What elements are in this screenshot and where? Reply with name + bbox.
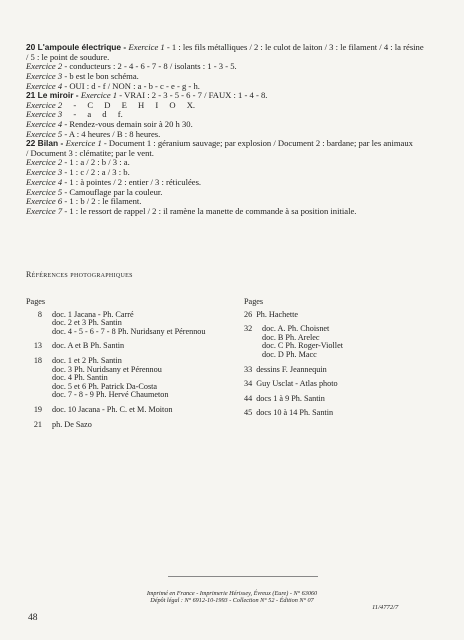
reference-page-number: 34	[244, 379, 253, 389]
exercise-text: - OUI : d - f / NON : a - b - c - e - g - h.	[62, 80, 200, 91]
exercise-text: - 1 : a / 2 : b / 3 : a.	[62, 157, 130, 168]
exercise-text: - a d f.	[62, 109, 123, 120]
section-heading: 20 L'ampoule électrique -	[26, 42, 129, 52]
imprint-line: Imprimé en France - Imprimerie Hérissey, Évreux (Eure) - N° 63060	[146, 590, 318, 597]
imprint-divider	[168, 576, 318, 577]
exercise-text: / Document 3 : clématite; par le vent.	[26, 147, 154, 158]
reference-credit: doc. 4 Ph. Santin	[52, 373, 108, 383]
reference-entry	[244, 366, 444, 375]
exercise-text: / 5 : le point de soudure.	[26, 51, 110, 62]
reference-entry	[26, 342, 226, 351]
reference-page-number: 19	[33, 404, 42, 414]
reference-entry	[244, 311, 444, 320]
exercise-text: - b est le bon schéma.	[62, 71, 139, 82]
reference-credit: doc. 3 Ph. Nuridsany et Pérennou	[52, 364, 162, 374]
exercise-text: - conducteurs : 2 - 4 - 6 - 7 - 8 / isolants : 1 - 3 - 5.	[62, 61, 237, 72]
references-left-column	[26, 298, 226, 435]
reference-credit: ph. De Sazo	[52, 419, 92, 429]
exercise-text: - 1 : c / 2 : a / 3 : b.	[62, 167, 130, 178]
reference-credit: Ph. Hachette	[256, 309, 299, 319]
reference-page-number: 21	[33, 419, 42, 429]
exercise-text: - C D E H I O X.	[62, 99, 196, 110]
exercise-label: Exercice 2	[26, 157, 63, 168]
reference-page-number: 18	[33, 355, 42, 365]
references-right-column	[244, 298, 444, 424]
reference-credit: docs 10 à 14 Ph. Santin	[256, 408, 334, 418]
reference-page-number: 8	[37, 309, 42, 319]
reference-page-number: 13	[33, 341, 42, 351]
reference-credit: docs 1 à 9 Ph. Santin	[256, 393, 325, 403]
reference-credit: doc. A. Ph. Choisnet	[262, 324, 330, 334]
exercise-label: Exercice 1	[65, 138, 102, 148]
legal-deposit-line: Dépôt légal : N° 6912-10-1993 - Collection N° 52 - Édition N° 07	[150, 597, 314, 604]
reference-credit: doc. A et B Ph. Santin	[52, 341, 125, 351]
page-number: 48	[28, 613, 38, 623]
reference-page-number: 33	[244, 364, 253, 374]
exercise-text: - 1 : le ressort de rappel / 2 : il ramène la manette de commande à sa position initiale.	[62, 205, 357, 216]
reference-credit: doc. 10 Jacana - Ph. C. et M. Moiton	[52, 404, 173, 414]
reference-entry	[26, 311, 226, 337]
reference-entry	[26, 406, 226, 415]
reference-entry	[244, 325, 444, 359]
section-heading: 22 Bilan -	[26, 138, 66, 148]
exercise-label: Exercice 5	[26, 128, 63, 139]
reference-credit: doc. 4 - 5 - 6 - 7 - 8 Ph. Nuridsany et Pérennou	[52, 326, 206, 336]
reference-entry	[244, 395, 444, 404]
reference-credit: doc. B Ph. Arelec	[262, 332, 320, 342]
exercise-label: Exercice 2	[26, 99, 63, 110]
reference-credit: doc. 1 et 2 Ph. Santin	[52, 355, 122, 365]
pages-label: Pages	[244, 297, 264, 306]
exercise-label: Exercice 4	[26, 80, 63, 91]
answer-section-20	[26, 43, 456, 92]
reference-credit: doc. C Ph. Roger-Viollet	[262, 341, 343, 351]
reference-entry	[244, 409, 444, 418]
reference-credit: doc. 2 et 3 Ph. Santin	[52, 318, 122, 328]
exercise-text: - 1 : les fils métalliques / 2 : le culot de laiton / 3 : le filament / 4 : la résine	[164, 42, 424, 52]
exercise-label: Exercice 1	[80, 90, 118, 100]
exercise-label: Exercice 3	[26, 71, 63, 82]
exercise-label: Exercice 3	[26, 167, 63, 178]
exercise-label: Exercice 6	[26, 196, 63, 207]
reference-credit: doc. 5 et 6 Ph. Patrick Da-Costa	[52, 381, 158, 391]
reference-credit: dessins F. Jeannequin	[256, 364, 327, 374]
exercise-text: - Rendez-vous demain soir à 20 h 30.	[62, 119, 193, 130]
answer-section-21	[26, 91, 456, 140]
exercise-label: Exercice 3	[26, 109, 63, 120]
reference-credit: doc. 7 - 8 - 9 Ph. Hervé Chaumeton	[52, 390, 169, 400]
reference-page-number: 45	[244, 408, 253, 418]
reference-page-number: 26	[244, 309, 253, 319]
references-title: Références photographiques	[26, 270, 133, 279]
print-code: 11/4772/7	[372, 604, 399, 611]
answer-section-22	[26, 139, 456, 217]
reference-credit: doc. D Ph. Macc	[262, 349, 317, 359]
exercise-text: - Document 1 : géranium sauvage; par explosion / Document 2 : bardane; par les animaux	[101, 138, 413, 148]
reference-credit: Guy Usclat - Atlas photo	[256, 379, 338, 389]
exercise-label: Exercice 2	[26, 61, 63, 72]
exercise-label: Exercice 7	[26, 205, 63, 216]
exercise-text: - Camouflage par la couleur.	[62, 186, 163, 197]
reference-entry	[26, 357, 226, 400]
reference-entry	[26, 421, 226, 430]
reference-page-number: 44	[244, 393, 253, 403]
exercise-text: - 1 : à pointes / 2 : entier / 3 : réticulées.	[62, 176, 202, 187]
reference-credit: doc. 1 Jacana - Ph. Carré	[52, 309, 134, 319]
exercise-text: - 1 : b / 2 : le filament.	[62, 196, 142, 207]
exercise-text: - VRAI : 2 - 3 - 5 - 6 - 7 / FAUX : 1 - 4 - 8.	[117, 90, 268, 100]
pages-label: Pages	[26, 297, 46, 306]
exercise-label: Exercice 4	[26, 176, 63, 187]
exercise-label: Exercice 5	[26, 186, 63, 197]
reference-entry	[244, 380, 444, 389]
section-heading: 21 Le miroir -	[26, 90, 81, 100]
exercise-text: - A : 4 heures / B : 8 heures.	[62, 128, 161, 139]
exercise-label: Exercice 1	[128, 42, 165, 52]
reference-page-number: 32	[244, 324, 253, 334]
exercise-label: Exercice 4	[26, 119, 63, 130]
